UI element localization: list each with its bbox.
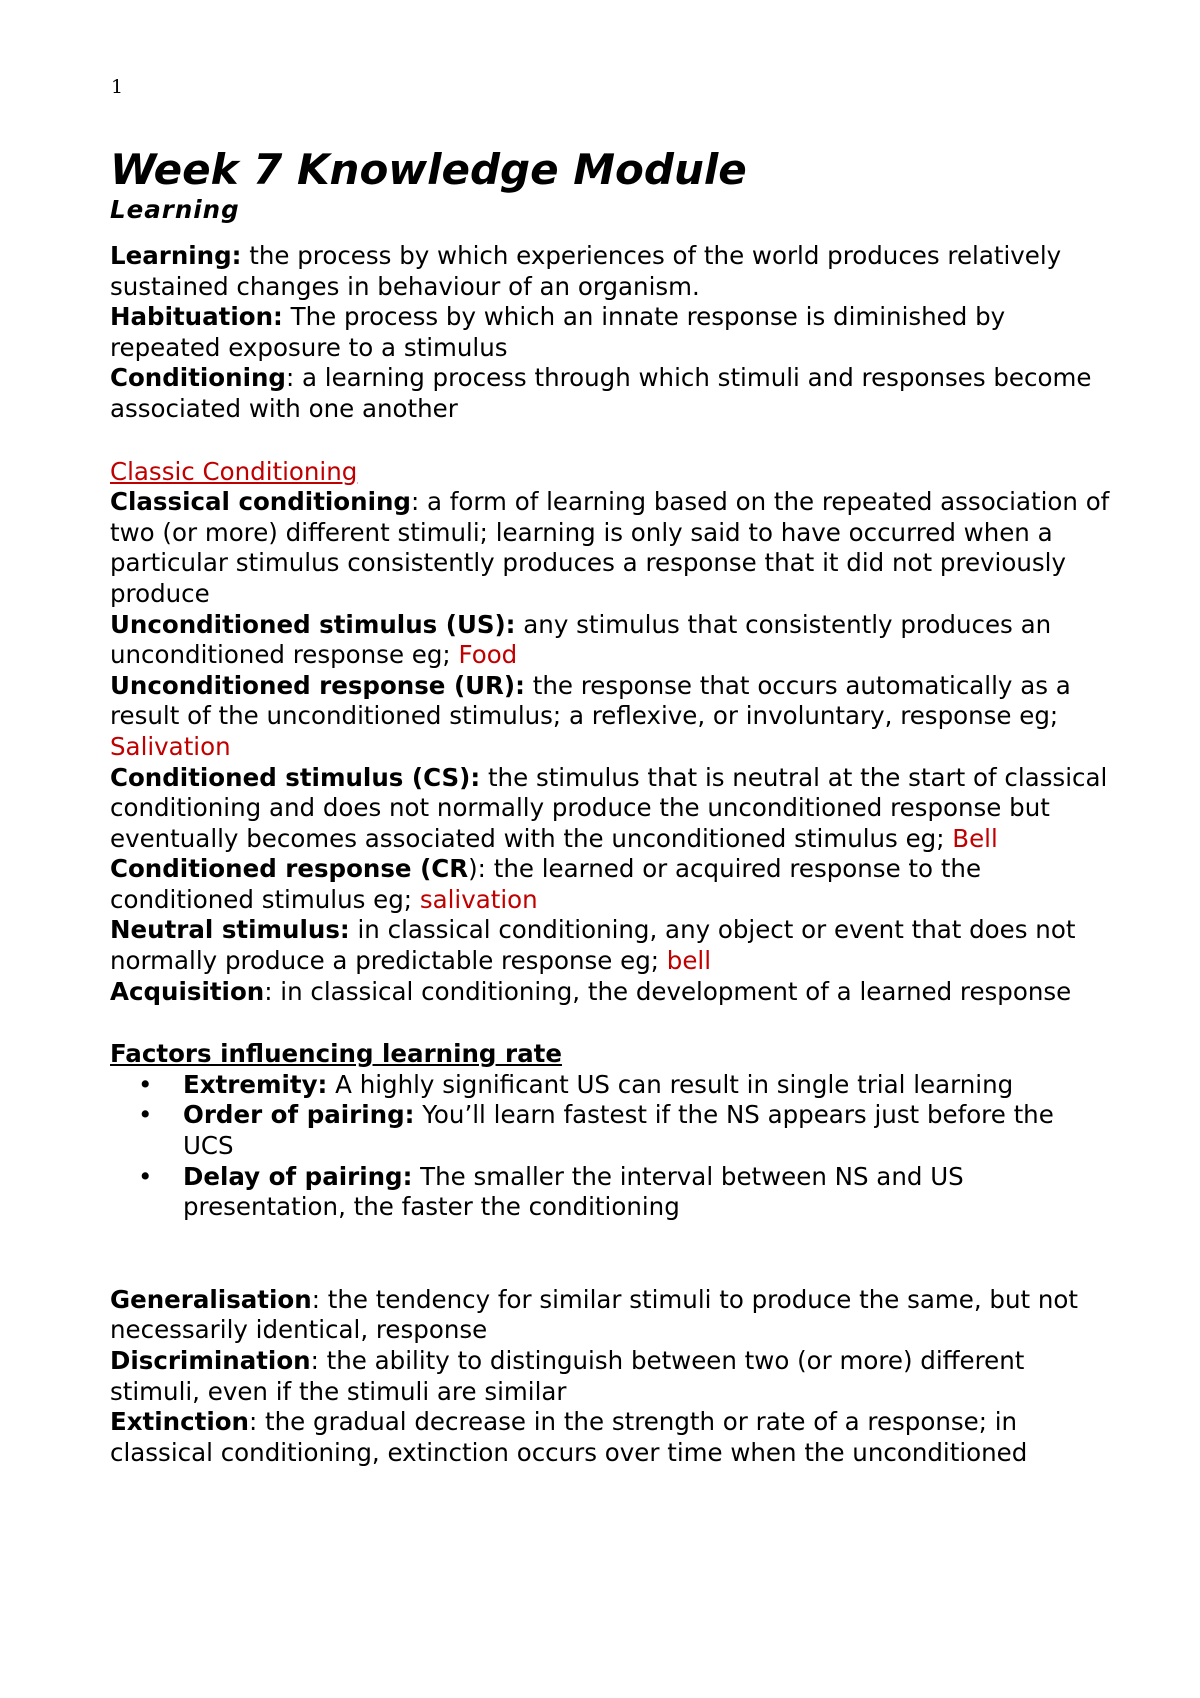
document-subtitle: Learning [110,195,240,224]
page-number: 1 [111,76,124,98]
definition-term: Unconditioned stimulus (US): [110,609,516,639]
definition-example: Salivation [110,731,231,761]
definition-text: the response that occurs automatically as a result of the unconditioned stimulus; a reflexive, or involuntary, response eg; [110,670,1071,731]
list-item-order-of-pairing [138,1100,1110,1161]
definition-habituation [110,302,1110,363]
bullet-icon: • [138,1069,153,1099]
spacer [110,425,1110,457]
definition-term: Conditioned response (CR [110,854,469,884]
definition-text: in classical conditioning, any object or event that does not normally produce a predictable response eg; [110,915,1076,976]
definition-neutral-stimulus [110,915,1110,976]
definition-unconditioned-response [110,671,1110,763]
definition-term: Unconditioned response (UR): [110,670,525,700]
list-item-extremity [138,1070,1110,1101]
spacer [110,1007,1110,1039]
definition-example: salivation [419,884,538,914]
definition-term: Generalisation [110,1284,312,1314]
factor-text: You’ll learn fastest if the NS appears just before the UCS [183,1100,1054,1161]
definition-term: Classical conditioning [110,487,411,517]
section-heading-factors: Factors influencing learning rate [110,1039,562,1069]
definition-text: : in classical conditioning, the development of a learned response [264,976,1072,1006]
definition-example: Bell [952,823,998,853]
document-body [110,145,1110,1468]
definition-text: any stimulus that consistently produces an unconditioned response eg; [110,609,1052,670]
definition-term: Acquisition [110,976,265,1006]
definition-conditioning [110,363,1110,424]
spacer [110,1223,1110,1285]
definition-example: bell [666,946,712,976]
definition-text: the stimulus that is neutral at the start of classical conditioning and does not normally produce the unconditioned response but eventually becomes associated with the unconditioned stimulus eg; [110,762,1108,853]
definition-term: Habituation: [110,302,283,332]
bullet-icon: • [138,1161,153,1191]
definition-classical-conditioning [110,487,1110,609]
definition-extinction [110,1407,1110,1468]
factor-text: A highly significant US can result in single trial learning [327,1069,1014,1099]
definition-learning [110,241,1110,302]
factors-list [110,1070,1110,1223]
bullet-icon: • [138,1100,153,1130]
definition-term: Learning: [110,241,242,270]
document-title: Week 7 Knowledge Module [110,145,747,194]
factor-term: Extremity: [183,1069,328,1099]
definition-text: : a form of learning based on the repeated association of two (or more) different stimuli; learning is only said to have occurred when a particular stimulus consistently produces a response that it did not previously produce [110,487,1110,608]
definition-text: : a learning process through which stimuli and responses become associated with one another [110,363,1092,423]
factor-text: The smaller the interval between NS and US presentation, the faster the conditioning [183,1161,964,1222]
definition-unconditioned-stimulus [110,610,1110,671]
factor-term: Order of pairing: [183,1100,415,1130]
definition-text: ): the learned or acquired response to the conditioned stimulus eg; [110,854,982,914]
definition-example: Food [458,640,518,670]
definition-term: Extinction [110,1407,249,1437]
definition-text: : the tendency for similar stimuli to produce the same, but not necessarily identical, response [110,1284,1078,1345]
section-heading-classic-conditioning: Classic Conditioning [110,456,358,486]
definition-text: : the gradual decrease in the strength or rate of a response; in classical conditioning, extinction occurs over time when the unconditioned [110,1407,1028,1467]
definition-term: Conditioned stimulus (CS): [110,762,481,792]
definition-text: the process by which experiences of the world produces relatively sustained changes in behaviour of an organism. [110,241,1062,301]
definition-conditioned-response [110,854,1110,915]
definition-term: Discrimination [110,1346,311,1375]
definition-text: : the ability to distinguish between two (or more) different stimuli, even if the stimuli are similar [110,1346,1025,1406]
definition-discrimination [110,1346,1110,1407]
definition-generalisation [110,1285,1110,1346]
definition-term: Conditioning [110,363,286,393]
definition-acquisition [110,977,1110,1008]
definition-term: Neutral stimulus: [110,915,350,945]
list-item-delay-of-pairing [138,1162,1110,1223]
definition-conditioned-stimulus [110,763,1110,855]
definition-text: The process by which an innate response is diminished by repeated exposure to a stimulus [110,302,1006,362]
factor-term: Delay of pairing: [183,1161,413,1191]
